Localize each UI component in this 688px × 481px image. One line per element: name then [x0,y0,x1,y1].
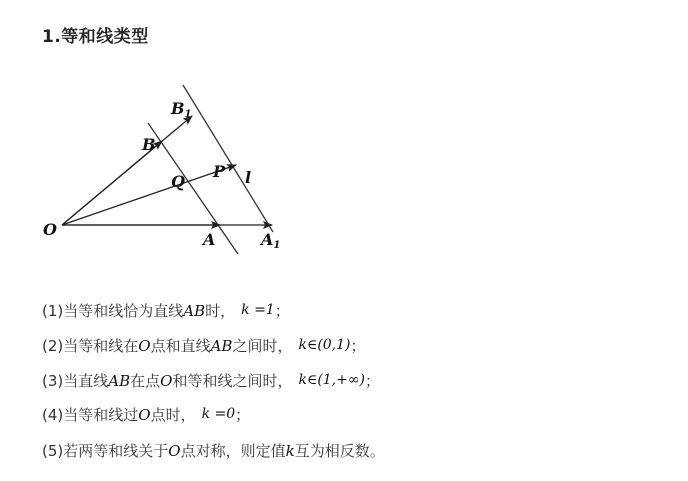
item-text: 点和直线 [150,337,211,355]
item-text: 当等和线过 [63,406,139,424]
list-item-4 [42,404,250,425]
vector-op [62,165,236,225]
list-item-5 [42,440,385,461]
item-text: 之间时， [232,337,293,355]
list-item-2 [42,335,366,356]
label-a1: A1 [261,230,281,251]
item-number: (3) [42,372,64,390]
math-ab: AB [210,337,233,355]
item-text: 当直线 [63,372,109,390]
item-text: 时， [205,302,236,320]
label-q: Q [171,172,185,191]
item-text: 若两等和线关于 [63,442,169,460]
item-text: 互为相反数。 [294,442,385,460]
item-text: 点时， [150,406,196,424]
item-text: 和等和线之间时， [172,372,293,390]
item-number: (1) [42,302,64,320]
item-number: (2) [42,337,64,355]
math-k-equals-1: k =1 [241,302,275,318]
math-k: k [285,442,295,460]
line-l [183,85,273,232]
label-b1: B1 [171,99,192,120]
item-text: 点对称，则定值 [180,442,286,460]
label-o: O [43,220,57,239]
label-p: P [213,162,226,181]
item-text: 在点 [130,372,161,390]
math-k-range-1-inf: k∈(1,+∞) [298,372,365,388]
math-k-equals-0: k =0 [201,406,236,422]
math-k-range-0-1: k∈(0,1) [298,337,351,353]
item-text: 当等和线在 [63,337,139,355]
item-text: ； [235,406,251,424]
label-l: l [245,168,252,187]
item-text: ； [274,302,290,320]
math-o: O [168,442,181,460]
list-item-3 [42,370,380,391]
list-item-1 [42,300,290,321]
item-text: ； [350,337,366,355]
math-o: O [138,406,151,424]
math-o: O [160,372,173,390]
math-ab: AB [108,372,131,390]
math-ab: AB [183,302,206,320]
line-ab [148,123,238,254]
label-b: B [142,135,156,154]
math-o: O [138,337,151,355]
label-a: A [203,230,216,249]
item-text: ； [365,372,381,390]
item-number: (4) [42,406,64,424]
item-text: 当等和线恰为直线 [63,302,184,320]
section-title: 1.等和线类型 [42,27,149,47]
item-number: (5) [42,442,64,460]
